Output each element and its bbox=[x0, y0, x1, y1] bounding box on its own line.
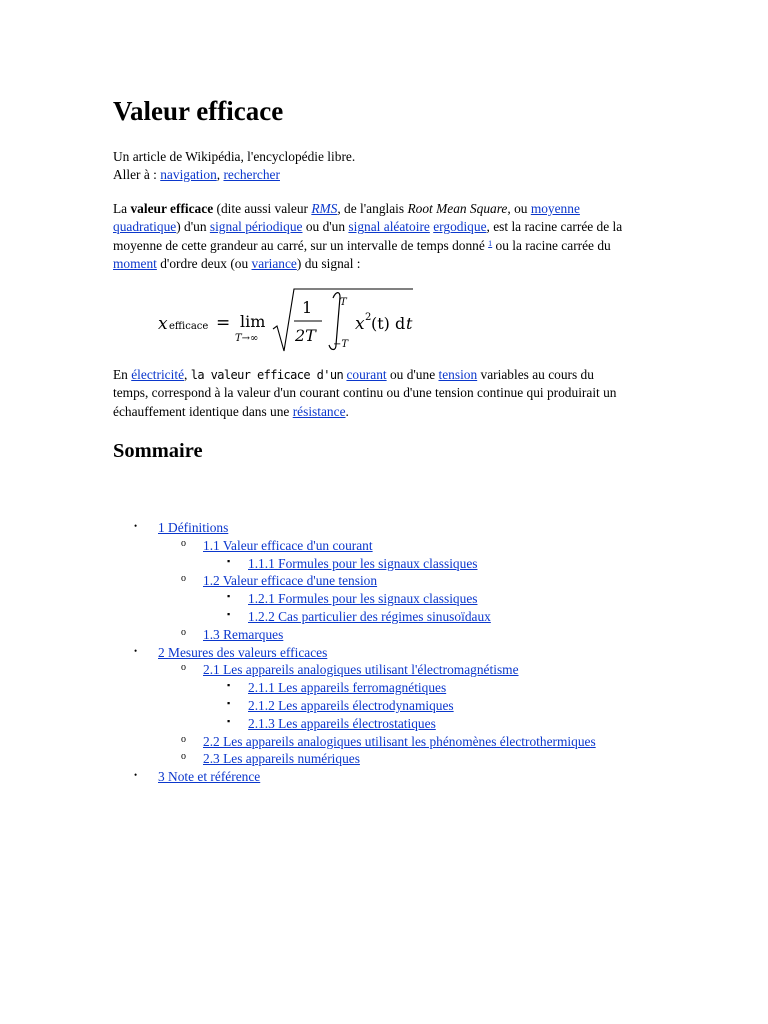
toc-item-link[interactable]: 2.1.2 Les appareils électrodynamiques bbox=[248, 698, 454, 713]
integral-upper-bound: T bbox=[340, 297, 347, 308]
courant-link[interactable]: courant bbox=[346, 367, 387, 382]
intro-text: , est la racine carrée de la moyenne de cette grandeur au carré, sur un intervalle de temps donné bbox=[113, 219, 623, 253]
formula-lim: lim bbox=[240, 312, 266, 331]
toc-item-link[interactable]: 2.3 Les appareils numériques bbox=[203, 751, 360, 767]
toc-bullet-level2: o bbox=[181, 626, 186, 638]
intro-text: , de l'anglais bbox=[337, 201, 408, 216]
source-line: Un article de Wikipédia, l'encyclopédie libre. bbox=[113, 149, 356, 164]
toc-bullet-level3: ▪ bbox=[227, 680, 231, 691]
formula-denominator: 2T bbox=[295, 326, 316, 345]
rms-link-label[interactable]: RMS bbox=[311, 201, 338, 216]
formula-lhs-var: x bbox=[158, 314, 168, 334]
toc-item-link[interactable]: 3 Note et référence bbox=[158, 769, 261, 785]
toc-bullet-level3: ▪ bbox=[227, 609, 231, 619]
navigation-link[interactable]: navigation bbox=[160, 167, 217, 182]
toc-item-link[interactable]: 1.2 Valeur efficace d'une tension bbox=[203, 573, 378, 589]
toc-bullet-level1: • bbox=[134, 770, 138, 781]
ergodique-link[interactable]: ergodique bbox=[433, 219, 487, 235]
integrand-dt: t bbox=[406, 314, 413, 333]
intro-text: ou la racine carrée du bbox=[492, 237, 611, 253]
elec-text: ou d'une bbox=[386, 367, 439, 382]
tension-link[interactable]: tension bbox=[438, 367, 478, 382]
elec-text: variables au cours du temps, correspond à la valeur d'un courant continu ou d'une tension continue qui produirait un échauffement identique dans une bbox=[113, 367, 617, 419]
elec-mono-text: la valeur efficace d'un bbox=[190, 368, 344, 382]
page-title: Valeur efficace bbox=[113, 96, 284, 126]
toc-item-link[interactable]: 1.3 Remarques bbox=[203, 626, 284, 642]
toc-item-link[interactable]: 1.1.1 Formules pour les signaux classiques bbox=[248, 555, 478, 571]
intro-text: ) du signal : bbox=[296, 256, 361, 272]
toc-item-link[interactable]: 2.1.1 Les appareils ferromagnétiques bbox=[248, 680, 447, 696]
intro-paragraph bbox=[113, 200, 643, 274]
electricite-link[interactable]: électricité bbox=[131, 367, 185, 382]
intro-text: , ou bbox=[507, 201, 531, 216]
goto-separator: , bbox=[216, 167, 224, 182]
toc-bullet-level2: o bbox=[181, 537, 186, 549]
electricity-paragraph bbox=[113, 366, 628, 421]
footnote-link[interactable]: 1 bbox=[488, 238, 493, 248]
formula-equals: = bbox=[216, 313, 231, 333]
intro-bold-term: valeur efficace bbox=[130, 201, 214, 216]
integrand-arg: (t) d bbox=[371, 314, 406, 333]
toc-bullet-level3: ▪ bbox=[227, 715, 231, 726]
intro-text: (dite aussi valeur bbox=[213, 201, 312, 216]
formula-numerator: 1 bbox=[302, 298, 313, 317]
elec-text: , bbox=[184, 367, 191, 382]
formula-lhs-subscript: efficace bbox=[169, 321, 209, 332]
integrand-power: 2 bbox=[365, 312, 372, 323]
rms-formula bbox=[150, 283, 425, 358]
toc-item-link[interactable]: 2 Mesures des valeurs efficaces bbox=[158, 644, 328, 660]
toc-item-link[interactable]: 2.1.3 Les appareils électrostatiques bbox=[248, 715, 436, 731]
intro-text: ou d'un bbox=[302, 219, 349, 235]
elec-text: En bbox=[113, 367, 132, 382]
signal-periodique-link[interactable]: signal périodique bbox=[209, 219, 303, 235]
signal-aleatoire-link[interactable]: signal aléatoire bbox=[348, 219, 430, 235]
search-link[interactable]: rechercher bbox=[223, 167, 280, 182]
toc-bullet-level1: • bbox=[134, 645, 138, 656]
toc-bullet-level2: o bbox=[181, 751, 186, 763]
toc-item-link[interactable]: 1 Définitions bbox=[158, 520, 229, 535]
resistance-link[interactable]: résistance bbox=[292, 403, 346, 419]
toc-item-link[interactable]: 1.2.2 Cas particulier des régimes sinusoïdaux bbox=[248, 609, 491, 624]
toc-bullet-level2: o bbox=[181, 573, 186, 585]
toc-bullet-level3: ▪ bbox=[227, 591, 231, 602]
toc-item-link[interactable]: 2.1 Les appareils analogiques utilisant l'électromagnétisme bbox=[203, 662, 519, 678]
intro-text: La bbox=[113, 201, 131, 216]
toc-bullet-level3: ▪ bbox=[227, 698, 231, 708]
rms-expansion: Root Mean Square bbox=[407, 201, 508, 216]
toc-bullet-level2: o bbox=[181, 662, 186, 674]
toc-item-link[interactable]: 2.2 Les appareils analogiques utilisant les phénomènes électrothermiques bbox=[203, 733, 596, 749]
goto-line bbox=[113, 166, 280, 184]
intro-text: ) d'un bbox=[176, 219, 210, 235]
variance-link[interactable]: variance bbox=[251, 256, 297, 272]
toc-item-link[interactable]: 1.1 Valeur efficace d'un courant bbox=[203, 537, 373, 553]
elec-text: . bbox=[345, 403, 349, 419]
integrand-var: x bbox=[355, 314, 365, 334]
toc-bullet-level2: o bbox=[181, 733, 186, 745]
rms-link[interactable] bbox=[311, 201, 337, 216]
toc-item-link[interactable]: 1.2.1 Formules pour les signaux classiques bbox=[248, 591, 478, 607]
goto-prefix: Aller à : bbox=[113, 167, 161, 182]
formula-lim-subscript: T→∞ bbox=[235, 333, 259, 344]
toc-bullet-level3: ▪ bbox=[227, 555, 231, 566]
integral-lower-bound: −T bbox=[333, 339, 349, 350]
toc-heading: Sommaire bbox=[113, 440, 203, 462]
moyenne-quadratique-link[interactable]: moyenne quadratique bbox=[113, 201, 580, 235]
toc-bullet-level1: • bbox=[134, 521, 138, 531]
moment-link[interactable]: moment bbox=[113, 256, 157, 272]
intro-text: d'ordre deux (ou bbox=[156, 256, 252, 272]
